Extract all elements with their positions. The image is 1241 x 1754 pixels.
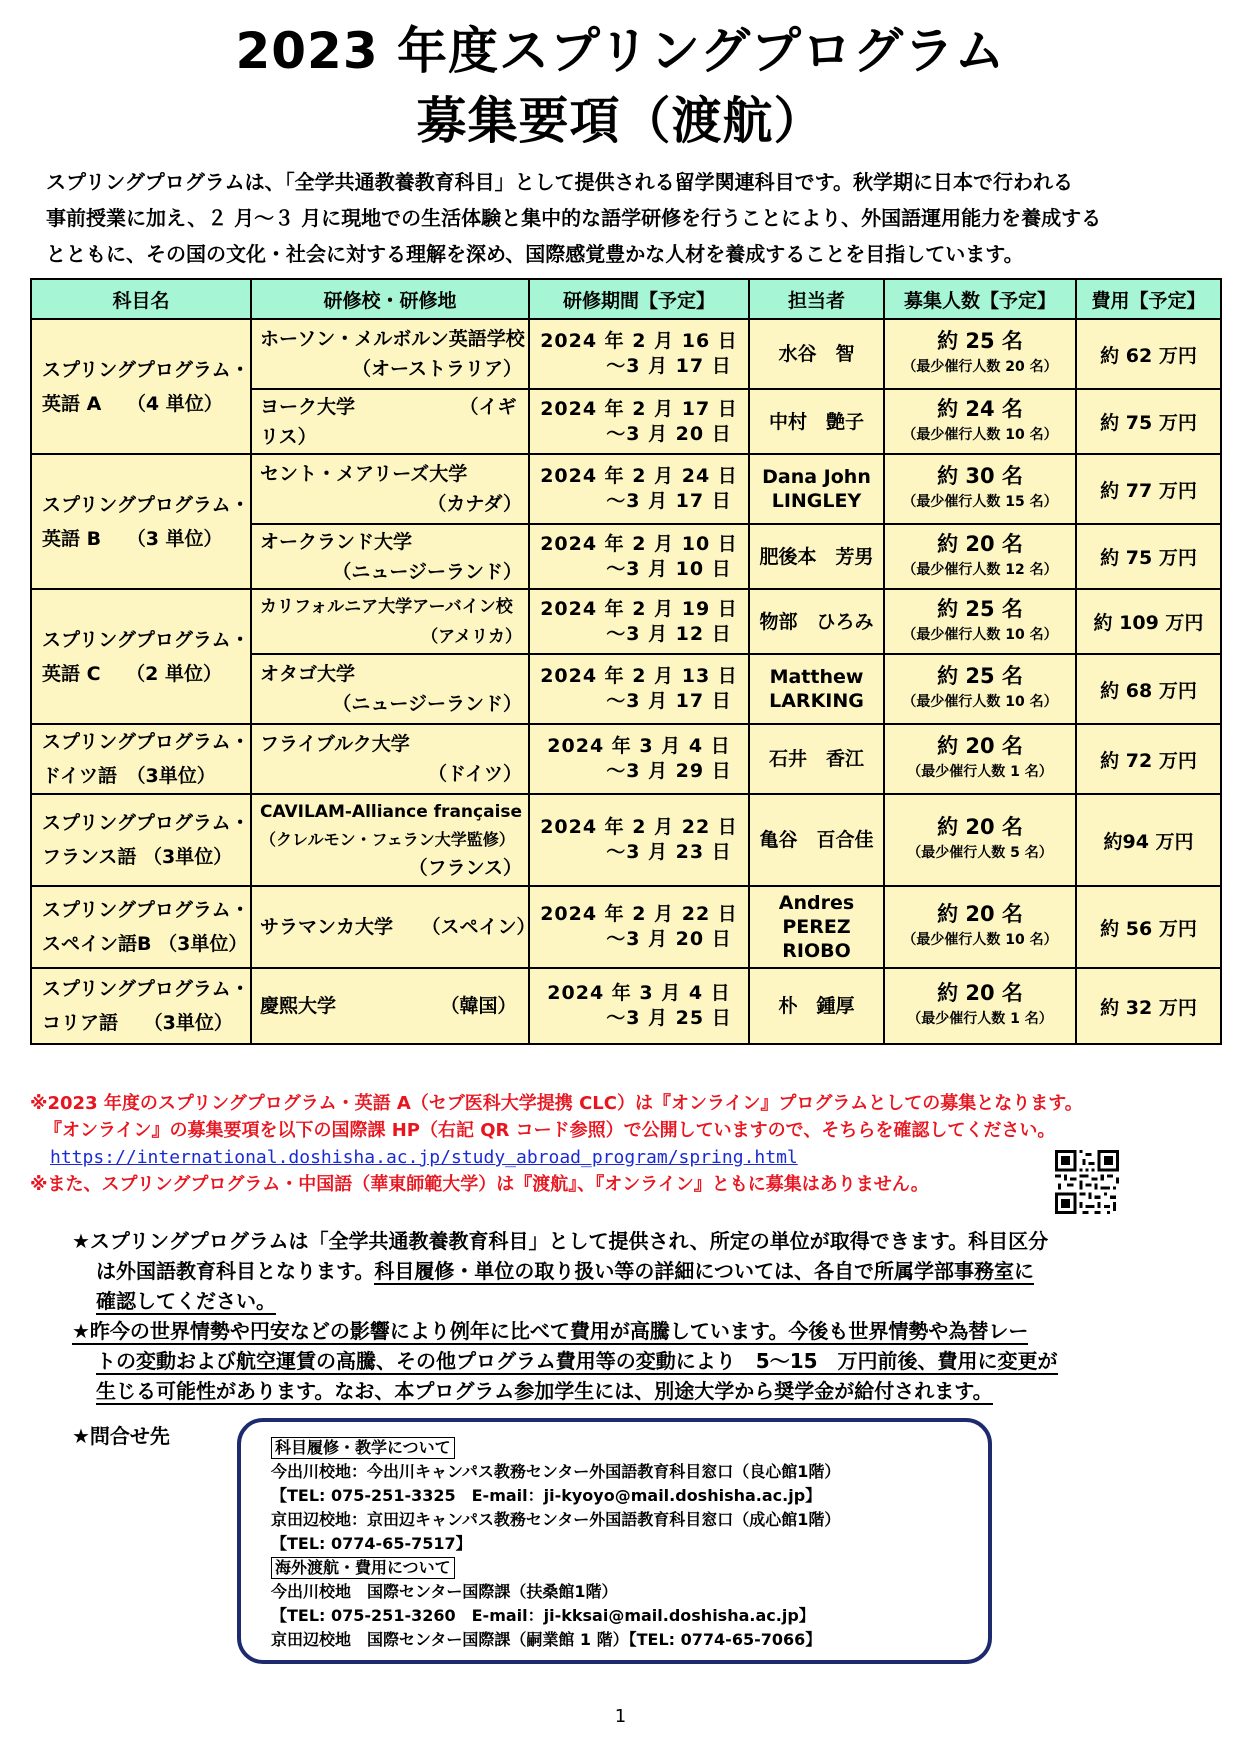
header-cost: 費用【予定】 (1076, 279, 1221, 319)
course-line: スペイン語B （3単位） (42, 933, 248, 955)
bullet-underlined-text: 生じる可能性があります。なお、本プログラム参加学生には、別途大学から奨学金が給付されます。 (96, 1379, 993, 1403)
cost-cell: 約94 万円 (1076, 794, 1221, 886)
min-participants: （最少催行人数 10 名） (902, 626, 1058, 643)
capacity-cell (884, 319, 1076, 389)
header-period: 研修期間【予定】 (529, 279, 749, 319)
period-start: 2024 年 2 月 10 日 (540, 532, 738, 555)
header-teacher: 担当者 (749, 279, 884, 319)
bullet-underlined-text: トの変動および航空運賃の高騰、その他プログラム費用等の変動により 5～15 万円前後、費用に変更が (96, 1349, 1058, 1373)
capacity-cell (884, 886, 1076, 968)
bullet-text: は外国語教育科目となります。 (96, 1259, 375, 1283)
table-row (31, 886, 1221, 968)
course-line: スプリングプログラム・ (42, 978, 250, 1000)
period-cell (529, 886, 749, 968)
course-line: 英語 B （3 単位） (42, 527, 223, 550)
intro-paragraph (46, 164, 1196, 272)
course-cell (31, 794, 251, 886)
capacity-cell (884, 654, 1076, 724)
teacher-cell: 肥後本 芳男 (749, 524, 884, 589)
intro-line: 事前授業に加え、２ 月～３ 月に現地での生活体験と集中的な語学研修を行うことにより、外国語運用能力を養成する (46, 206, 1102, 230)
capacity-cell (884, 968, 1076, 1044)
spring-program-link[interactable]: https://international.doshisha.ac.jp/study_abroad_program/spring.html (50, 1147, 798, 1168)
course-line: コリア語 （3単位） (42, 1012, 233, 1034)
min-participants: （最少催行人数 10 名） (902, 932, 1058, 948)
min-participants: （最少催行人数 5 名） (907, 845, 1053, 861)
note-line: ※また、スプリングプログラム・中国語（華東師範大学）は『渡航』、『オンライン』ともに募集はありません。 (30, 1174, 929, 1195)
school-cell (251, 524, 529, 589)
teacher-cell: Andres PEREZ RIOBO (749, 886, 884, 968)
school-name: サラマンカ大学 （スペイン） (260, 916, 536, 938)
header-capacity: 募集人数【予定】 (884, 279, 1076, 319)
contact-line: 【TEL: 0774-65-7517】 (271, 1534, 472, 1553)
cost-cell: 約 68 万円 (1076, 654, 1221, 724)
table-row (31, 968, 1221, 1044)
period-start: 2024 年 3 月 4 日 (547, 982, 731, 1004)
teacher-cell: 中村 艶子 (749, 389, 884, 454)
bullet-line (72, 1256, 1132, 1286)
table-row (31, 794, 1221, 886)
course-line: スプリングプログラム・ (42, 493, 250, 516)
bullet-underlined-text: 確認してください。 (96, 1289, 276, 1313)
teacher-cell: 水谷 智 (749, 319, 884, 389)
school-country: （ニュージーランド） (332, 693, 522, 715)
capacity: 約 20 名 (937, 981, 1023, 1005)
teacher-cell: 石井 香江 (749, 724, 884, 794)
school-name: カリフォルニア大学アーバイン校 (260, 596, 513, 617)
page-number: 1 (614, 1706, 627, 1727)
school-name: 慶熙大学 （韓国） (260, 995, 517, 1017)
cost-cell: 約 32 万円 (1076, 968, 1221, 1044)
teacher-cell: 物部 ひろみ (749, 589, 884, 654)
bullet-line (72, 1316, 1132, 1346)
period-end: ～3 月 17 日 (606, 690, 732, 712)
school-name: ヨーク大学 （イギリス） (260, 395, 517, 448)
course-cell (31, 724, 251, 794)
period-start: 2024 年 2 月 13 日 (540, 665, 738, 687)
period-cell (529, 654, 749, 724)
period-end: ～3 月 17 日 (606, 490, 732, 512)
notice-bullets (72, 1226, 1132, 1406)
contact-box (237, 1418, 992, 1664)
course-line: スプリングプログラム・ (42, 628, 250, 651)
table-row (31, 454, 1221, 524)
period-start: 2024 年 2 月 22 日 (540, 903, 738, 925)
capacity-cell (884, 724, 1076, 794)
contact-line: 今出川校地 国際センター国際課（扶桑館1階） (271, 1582, 618, 1601)
school-cell (251, 654, 529, 724)
contact-line: 京田辺校地 国際センター国際課（嗣業館 1 階）【TEL: 0774-65-7066】 (271, 1630, 822, 1649)
capacity: 約 30 名 (937, 464, 1023, 488)
course-line: スプリングプログラム・ (42, 358, 250, 381)
course-line: 英語 A （4 単位） (42, 392, 223, 415)
course-line: スプリングプログラム・ (42, 731, 250, 753)
page-title-line2: 募集要項（渡航） (416, 92, 825, 150)
bullet-underlined-text: 科目履修・単位の取り扱い等の詳細については、各自で所属学部事務室に (374, 1259, 1035, 1283)
school-name: フライブルク大学 (260, 733, 410, 755)
cost-cell: 約 75 万円 (1076, 389, 1221, 454)
school-cell (251, 589, 529, 654)
period-end: ～3 月 20 日 (606, 928, 732, 950)
capacity: 約 24 名 (937, 396, 1023, 421)
period-end: ～3 月 29 日 (606, 760, 732, 782)
course-cell (31, 886, 251, 968)
teacher-cell: Matthew LARKING (749, 654, 884, 724)
contact-line: 京田辺校地：京田辺キャンパス教務センター外国語教育科目窓口（成心館1階） (271, 1510, 841, 1529)
qr-code-icon[interactable] (1055, 1150, 1119, 1214)
bullet-line: ★スプリングプログラムは「全学共通教養教育科目」として提供され、所定の単位が取得できます。科目区分 (72, 1229, 1049, 1253)
teacher-cell: 朴 鍾厚 (749, 968, 884, 1044)
cost-cell: 約 77 万円 (1076, 454, 1221, 524)
period-end: ～3 月 20 日 (606, 422, 732, 445)
period-cell (529, 319, 749, 389)
capacity: 約 25 名 (937, 596, 1023, 621)
table-row (31, 724, 1221, 794)
contact-heading: ★問合せ先 (72, 1424, 170, 1448)
course-line: スプリングプログラム・ (42, 899, 250, 921)
capacity-cell (884, 389, 1076, 454)
table-header-row (31, 279, 1221, 319)
period-cell (529, 389, 749, 454)
contact-line: 今出川校地：今出川キャンパス教務センター外国語教育科目窓口（良心館1階） (271, 1462, 841, 1481)
school-cell (251, 886, 536, 968)
period-end: ～3 月 12 日 (606, 622, 732, 645)
period-start: 2024 年 3 月 4 日 (547, 735, 731, 757)
period-end: ～3 月 23 日 (606, 841, 732, 863)
school-country: （ドイツ） (427, 763, 522, 785)
school-cell (251, 319, 529, 389)
capacity: 約 20 名 (937, 902, 1023, 926)
school-name: オタゴ大学 (260, 663, 356, 685)
header-course: 科目名 (31, 279, 251, 319)
note-line: ※2023 年度のスプリングプログラム・英語 A（セブ医科大学提携 CLC）は『オンライン』プログラムとしての募集となります。 (30, 1093, 1083, 1114)
course-cell (31, 454, 251, 589)
school-supervisor: （クレルモン・フェラン大学監修） (260, 830, 515, 849)
period-cell (529, 794, 749, 886)
course-line: スプリングプログラム・ (42, 812, 250, 834)
school-cell (251, 389, 529, 454)
school-country: （フランス） (408, 857, 522, 879)
capacity: 約 25 名 (937, 664, 1023, 688)
capacity: 約 25 名 (937, 329, 1023, 353)
program-table (30, 278, 1222, 1045)
course-cell (31, 589, 251, 724)
period-cell (529, 968, 749, 1044)
period-start: 2024 年 2 月 24 日 (540, 465, 738, 487)
intro-line: スプリングプログラムは、「全学共通教養教育科目」として提供される留学関連科目です。秋学期に日本で行われる (46, 170, 1073, 194)
cost-cell: 約 109 万円 (1076, 589, 1221, 654)
school-country: （ニュージーランド） (332, 560, 522, 583)
course-cell (31, 319, 251, 454)
header-school: 研修校・研修地 (251, 279, 529, 319)
period-cell (529, 589, 749, 654)
school-cell (251, 724, 529, 794)
capacity-cell (884, 589, 1076, 654)
bullet-line (72, 1376, 1132, 1406)
period-cell (529, 454, 749, 524)
min-participants: （最少催行人数 20 名） (902, 359, 1058, 375)
school-cell (251, 794, 529, 886)
intro-line: とともに、その国の文化・社会に対する理解を深め、国際感覚豊かな人材を養成することを目指しています。 (46, 242, 1024, 266)
capacity-cell (884, 454, 1076, 524)
period-start: 2024 年 2 月 16 日 (540, 330, 738, 352)
cost-cell: 約 56 万円 (1076, 886, 1221, 968)
school-name: CAVILAM-Alliance française (260, 802, 523, 822)
course-line: フランス語 （3単位） (42, 846, 233, 868)
cost-cell: 約 72 万円 (1076, 724, 1221, 794)
min-participants: （最少催行人数 15 名） (902, 494, 1058, 510)
capacity-cell (884, 524, 1076, 589)
period-end: ～3 月 25 日 (606, 1007, 732, 1029)
min-participants: （最少催行人数 1 名） (907, 1011, 1053, 1027)
period-end: ～3 月 10 日 (606, 557, 732, 580)
bullet-line (72, 1346, 1132, 1376)
period-cell (529, 524, 749, 589)
min-participants: （最少催行人数 10 名） (902, 694, 1058, 710)
school-cell (251, 968, 529, 1044)
contact-section-title: 科目履修・教学について (271, 1437, 455, 1459)
teacher-cell: 亀谷 百合佳 (749, 794, 884, 886)
min-participants: （最少催行人数 12 名） (902, 561, 1058, 578)
bullet-underlined-text: ★昨今の世界情勢や円安などの影響により例年に比べて費用が高騰しています。今後も世界情勢や為替レー (72, 1319, 1029, 1343)
teacher-cell: Dana John LINGLEY (749, 454, 884, 524)
school-name: オークランド大学 (260, 530, 413, 553)
contact-line: 【TEL: 075-251-3260 E-mail：ji-kksai@mail.doshisha.ac.jp】 (271, 1606, 815, 1625)
contact-line: 【TEL: 075-251-3325 E-mail：ji-kyoyo@mail.doshisha.ac.jp】 (271, 1486, 822, 1505)
capacity: 約 20 名 (937, 531, 1023, 556)
cost-cell: 約 62 万円 (1076, 319, 1221, 389)
course-cell (31, 968, 251, 1044)
contact-section-title: 海外渡航・費用について (271, 1557, 455, 1579)
school-cell (251, 454, 529, 524)
page-title-line1: 2023 年度スプリングプログラム (235, 22, 1006, 80)
school-country: （カナダ） (427, 493, 522, 515)
period-start: 2024 年 2 月 19 日 (540, 597, 738, 620)
capacity: 約 20 名 (937, 815, 1023, 839)
red-notes (30, 1090, 1220, 1198)
table-row (31, 319, 1221, 389)
course-line: 英語 C （2 単位） (42, 662, 223, 685)
min-participants: （最少催行人数 10 名） (902, 426, 1058, 443)
period-cell (529, 724, 749, 794)
bullet-line (72, 1286, 1132, 1316)
min-participants: （最少催行人数 1 名） (907, 764, 1053, 780)
note-line: 『オンライン』の募集要項を以下の国際課 HP（右記 QR コード参照）で公開していますので、そちらを確認してください。 (44, 1120, 1056, 1141)
school-country: （オーストラリア） (351, 358, 522, 380)
school-name: セント・メアリーズ大学 (260, 463, 468, 485)
period-start: 2024 年 2 月 17 日 (540, 397, 738, 420)
school-name: ホーソン・メルボルン英語学校 (260, 328, 525, 350)
cost-cell: 約 75 万円 (1076, 524, 1221, 589)
capacity: 約 20 名 (937, 734, 1023, 758)
school-country: （アメリカ） (421, 626, 522, 647)
course-line: ドイツ語 （3単位） (42, 765, 216, 787)
period-start: 2024 年 2 月 22 日 (540, 816, 738, 838)
capacity-cell (884, 794, 1076, 886)
period-end: ～3 月 17 日 (606, 355, 732, 377)
table-row (31, 589, 1221, 654)
